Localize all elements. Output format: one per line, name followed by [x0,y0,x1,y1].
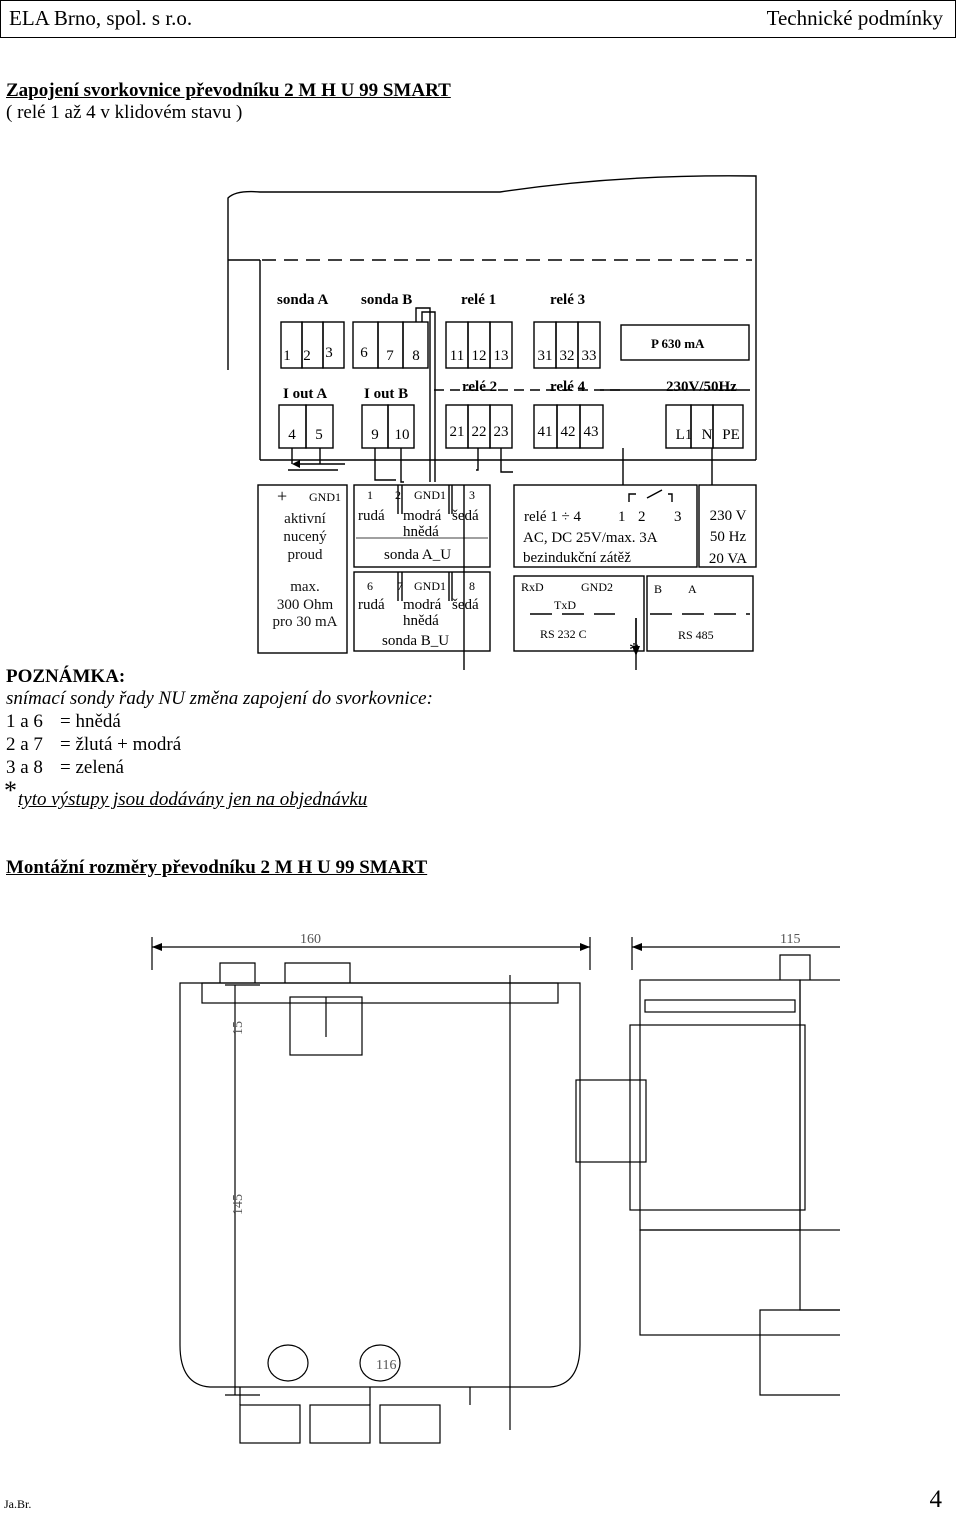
terminal-l1: L1 [675,427,693,443]
rs485-b: B [654,582,663,596]
current-l2: nucený [283,529,327,545]
sonda-b-n1: 6 [367,579,373,593]
rs232-rxd: RxD [521,580,544,594]
current-l1: aktivní [284,511,326,527]
terminal-42: 42 [560,424,576,440]
label-rele-1: relé 1 [461,292,497,308]
dim-hole-spacing: 145 [231,1194,246,1215]
terminal-8: 8 [412,348,420,364]
relay-l3: bezindukční zátěž [523,550,631,566]
terminal-22: 22 [471,424,487,440]
terminal-5: 5 [315,427,323,443]
terminal-11: 11 [449,348,465,364]
rs232-gnd: GND2 [581,580,613,594]
terminal-10: 10 [394,427,410,443]
sonda-a-n2: 2 [395,488,401,502]
label-mains: 230V/50Hz [666,379,737,395]
terminal-n: N [701,427,713,443]
label-rele-4: relé 4 [550,379,586,395]
note-line: snímací sondy řady NU změna zapojení do svorkovnice: [6,688,433,709]
terminal-2: 2 [303,348,311,364]
rs485-a: A [688,582,697,596]
footer-author: Ja.Br. [4,1497,32,1511]
label-iout-b: I out B [364,386,409,402]
terminal-4: 4 [288,427,296,443]
note-pair-3: 3 a 8 [6,757,43,778]
terminal-3: 3 [325,345,333,361]
section-name: Technické podmínky [766,6,943,30]
power-voltage: 230 V [709,508,747,524]
note-value-2: = žlutá + modrá [60,734,182,755]
sonda-a-c1: rudá [358,508,385,524]
sonda-a-c2: modrá [403,508,442,524]
note-heading: POZNÁMKA: [6,666,126,687]
power-va: 20 VA [708,551,748,567]
terminal-31: 31 [537,348,553,364]
wiring-diagram [0,170,960,670]
company-name: ELA Brno, spol. s r.o. [9,6,193,30]
relay-l2: AC, DC 25V/max. 3A [523,530,658,546]
label-sonda-a: sonda A [277,292,329,308]
sonda-b-n2: 7 [397,579,403,593]
terminal-1: 1 [283,348,291,364]
terminal-41: 41 [537,424,553,440]
terminal-pe: PE [722,427,740,443]
label-sonda-b: sonda B [361,292,413,308]
note-pair-1: 1 a 6 [6,711,43,732]
current-ma: pro 30 mA [272,614,338,630]
label-fuse: P 630 mA [651,336,705,351]
dim-width: 160 [300,932,321,947]
sonda-b-gnd: GND1 [414,579,446,593]
terminal-21: 21 [449,424,465,440]
wiring-subtitle: ( relé 1 až 4 v klidovém stavu ) [6,102,243,123]
sonda-a-c3: šedá [452,508,479,524]
power-frequency: 50 Hz [709,529,747,545]
terminal-23: 23 [493,424,509,440]
sonda-b-c2: modrá [403,597,442,613]
current-max: max. [290,579,320,595]
current-l3: proud [287,547,323,563]
sonda-b-name: sonda B_U [382,633,450,649]
sonda-b-c1: rudá [358,597,385,613]
note-star: * [4,776,17,805]
sonda-a-gnd: GND1 [414,488,446,502]
dim-depth: 115 [780,932,801,947]
note-star-text: tyto výstupy jsou dodávány jen na objednávku [18,789,368,810]
relay-p3: 3 [674,509,682,525]
relay-l1: relé 1 ÷ 4 [524,509,581,525]
note-row-1 [6,710,121,733]
label-iout-a: I out A [283,386,328,402]
terminal-32: 32 [559,348,575,364]
relay-p2: 2 [638,509,646,525]
current-gnd: GND1 [309,490,341,504]
note-value-1: = hnědá [60,711,121,732]
note-row-2 [6,733,182,756]
optional-star: * [629,639,639,661]
dim-bottom-spacing: 116 [376,1358,397,1373]
terminal-13: 13 [493,348,509,364]
rs232-name: RS 232 C [540,627,587,641]
sonda-a-name: sonda A_U [384,547,452,563]
note-pair-2: 2 a 7 [6,734,43,755]
relay-p1: 1 [618,509,626,525]
page-header [0,0,956,38]
label-rele-3: relé 3 [550,292,586,308]
rs485-name: RS 485 [678,628,714,642]
sonda-a-n3: 3 [469,488,475,502]
dim-top-offset: 15 [231,1021,246,1035]
terminal-33: 33 [581,348,597,364]
label-rele-2: relé 2 [462,379,498,395]
sonda-b-c3: šedá [452,597,479,613]
note-value-3: = zelená [60,757,124,778]
sonda-a-n1: 1 [367,488,373,502]
terminal-9: 9 [371,427,379,443]
terminal-6: 6 [360,345,368,361]
rs232-txd: TxD [554,598,576,612]
page-number: 4 [929,1486,942,1513]
terminal-12: 12 [471,348,487,364]
terminal-7: 7 [386,348,394,364]
current-ohm: 300 Ohm [276,597,334,613]
dimensions-title: Montážní rozměry převodníku 2 M H U 99 SMART [6,857,428,878]
current-plus: + [277,486,288,506]
sonda-b-c4: hnědá [403,613,439,629]
dimension-drawing [140,925,840,1445]
terminal-43: 43 [583,424,599,440]
sonda-a-c4: hnědá [403,524,439,540]
sonda-b-n3: 8 [469,579,475,593]
wiring-title: Zapojení svorkovnice převodníku 2 M H U 99 SMART [6,80,451,101]
